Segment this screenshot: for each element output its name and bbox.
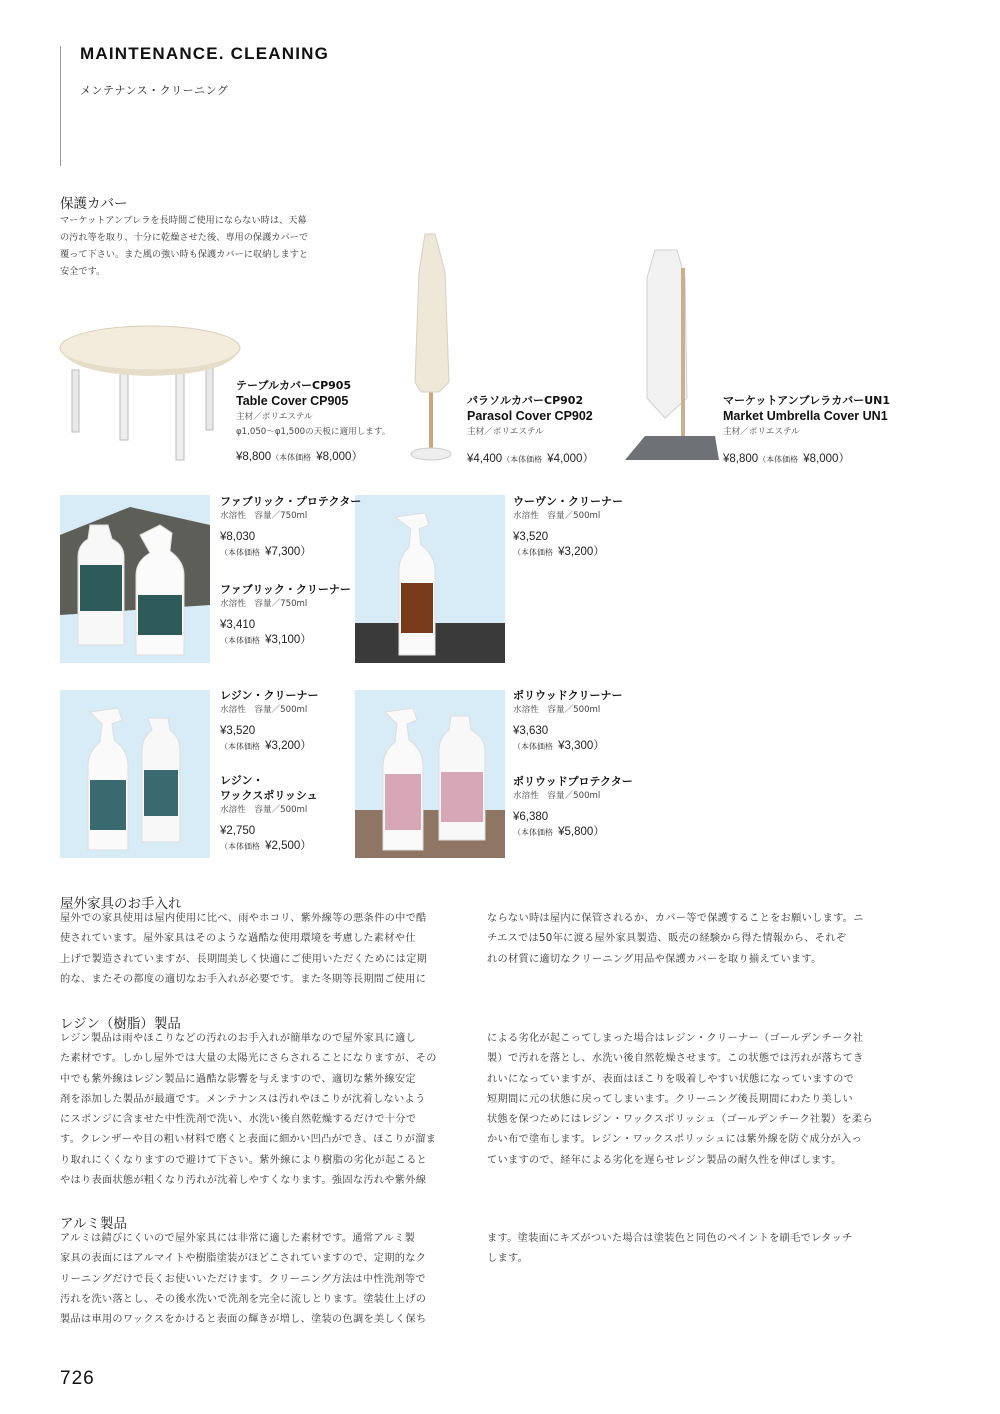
base-price-label: （本体価格 — [513, 742, 553, 751]
price-tax-incl: ¥3,630 — [513, 725, 549, 737]
price-tax-incl: ¥3,520 — [513, 531, 549, 543]
product-polywood-cleaner — [513, 688, 623, 754]
text-line: マーケットアンブレラを長時間ご使用にならない時は、天幕 — [60, 215, 307, 226]
text-line: します。 — [487, 1253, 529, 1265]
text-line: ならない時は屋内に保管されるか、カバー等で保護することをお願いします。ニ — [487, 913, 864, 924]
text-line: 家具の表面にはアルマイトや樹脂塗装がほどこされていますので、定期的なク — [60, 1253, 427, 1265]
product-spec: 水溶性 容量／500ml — [513, 791, 601, 801]
product-name-en: Table Cover CP905 — [236, 394, 349, 408]
price-tax-incl: ¥4,400 — [467, 453, 503, 465]
base-price-label: （本体価格 — [513, 548, 553, 557]
page-title: MAINTENANCE. CLEANING — [80, 44, 330, 63]
resin-text-left — [60, 1029, 480, 1191]
product-parasol-cover — [467, 393, 594, 466]
product-resin-cleaner — [220, 688, 318, 754]
base-price-label: （本体価格 — [220, 636, 260, 645]
text-line: にスポンジに含ませた中性洗剤で洗い、水洗い後自然乾燥するだけで十分で — [60, 1114, 417, 1126]
woven-cleaner-photo — [355, 495, 505, 663]
base-price: ¥3,200） — [265, 740, 312, 752]
base-price: ¥2,500） — [265, 840, 312, 852]
header-rule — [60, 46, 61, 166]
product-name-ja: マーケットアンブレラカバーUN1 — [723, 394, 891, 407]
text-line: 中でも紫外線はレジン製品に過酷な影響を与えますので、適切な紫外線安定 — [60, 1073, 416, 1085]
base-price-row — [220, 737, 318, 754]
table-cover-image — [58, 322, 248, 462]
base-price-row — [513, 823, 633, 840]
product-name: レジン・クリーナー — [220, 689, 319, 702]
base-price: ¥5,800） — [558, 826, 605, 838]
aluminum-text-left — [60, 1229, 480, 1330]
market-umbrella-cover-image — [625, 248, 720, 463]
product-spec: 水溶性 容量／500ml — [220, 805, 308, 815]
text-line: 屋外での家具使用は屋内使用に比べ、雨やホコリ、紫外線等の悪条件の中で酷 — [60, 913, 427, 924]
base-price-label: （本体価格 — [220, 842, 260, 851]
product-fabric-protector — [220, 494, 361, 560]
product-spec: 水溶性 容量／500ml — [220, 705, 308, 715]
care-text-right — [487, 909, 907, 970]
resin-products-photo — [60, 690, 210, 858]
text-line: れいになっていますが、表面はほこりを吸着しやすい状態になっていますので — [487, 1073, 855, 1085]
base-price-label: （本体価格 — [502, 455, 543, 464]
aluminum-heading: アルミ製品 — [60, 1216, 127, 1232]
base-price: ¥3,100） — [265, 634, 312, 646]
text-line: り取れにくくなりますので避けて下さい。紫外線により樹脂の劣化が起こると — [60, 1154, 428, 1166]
care-heading: 屋外家具のお手入れ — [60, 896, 182, 912]
price-tax-incl: ¥2,750 — [220, 825, 256, 837]
product-name-en: Parasol Cover CP902 — [467, 409, 593, 423]
text-line: 状態を保つためにはレジン・ワックスポリッシュ（ゴールデンチーク社製）を柔ら — [487, 1114, 873, 1126]
fabric-products-photo — [60, 495, 210, 663]
text-line: の汚れ等を取り、十分に乾燥させた後、専用の保護カバーで — [60, 232, 309, 243]
product-name-line2: ワックスポリッシュ — [220, 789, 318, 802]
base-price: ¥8,000） — [316, 451, 363, 463]
care-text-left — [60, 909, 480, 990]
product-material: 主材／ポリエステル — [467, 427, 544, 437]
product-name: ポリウッドクリーナー — [513, 689, 623, 702]
product-woven-cleaner — [513, 494, 623, 560]
base-price-label: （本体価格 — [220, 742, 260, 751]
text-line: 剤を添加した製品が最適です。メンテナンスは汚れやほこりが沈着しないよう — [60, 1093, 426, 1105]
base-price: ¥3,300） — [558, 740, 605, 752]
text-line: 製品は車用のワックスをかけると表面の輝きが増し、塗装の色調を美しく保ち — [60, 1314, 427, 1326]
product-note: φ1,050〜φ1,500の天板に適用します。 — [236, 427, 391, 437]
covers-description — [60, 212, 320, 280]
product-spec: 水溶性 容量／500ml — [513, 705, 601, 715]
page-subtitle: メンテナンス・クリーニング — [80, 84, 229, 97]
page-number: 726 — [60, 1368, 95, 1389]
product-resin-wax-polish — [220, 773, 318, 854]
text-line: 上げで製造されていますが、長期間美しく快適にご使用いただくためには定期 — [60, 953, 428, 965]
product-name-line1: レジン・ — [220, 774, 264, 787]
base-price-row — [220, 543, 361, 560]
text-line: 汚れを洗い落とし、その後水洗いで洗剤を完全に流しとります。塗装仕上げの — [60, 1293, 427, 1305]
text-line: チエスでは50年に渡る屋外家具製造、販売の経験から得た情報から、それぞ — [487, 933, 847, 945]
base-price-row — [513, 737, 623, 754]
price-tax-incl: ¥3,410 — [220, 619, 256, 631]
base-price-label: （本体価格 — [271, 453, 312, 462]
covers-heading: 保護カバー — [60, 196, 128, 212]
text-line: 安全です。 — [60, 266, 106, 277]
price-tax-incl: ¥8,030 — [220, 531, 256, 543]
base-price-row — [513, 543, 623, 560]
base-price: ¥4,000） — [547, 453, 594, 465]
price-tax-incl: ¥3,520 — [220, 725, 256, 737]
product-name: ファブリック・プロテクター — [220, 495, 362, 508]
product-name-en: Market Umbrella Cover UN1 — [723, 409, 888, 423]
parasol-cover-image — [405, 232, 460, 464]
resin-text-right — [487, 1029, 907, 1171]
product-spec: 水溶性 容量／500ml — [513, 511, 601, 521]
product-polywood-protector — [513, 774, 633, 840]
product-name: ファブリック・クリーナー — [220, 583, 351, 596]
base-price-row — [220, 837, 318, 854]
text-line: す。クレンザーや目の粗い材料で磨くと表面に細かい凹凸ができ、ほこりが溜ま — [60, 1134, 437, 1146]
price-tax-incl: ¥8,800 — [236, 451, 272, 463]
product-price — [723, 447, 890, 466]
product-material: 主材／ポリエステル — [236, 412, 313, 422]
base-price-row — [220, 631, 351, 648]
aluminum-text-right — [487, 1229, 907, 1270]
text-line: 短期間に元の状態に戻ってしまいます。クリーニング後長期間にわたり美しい — [487, 1093, 854, 1105]
text-line: ていますので、経年による劣化を遅らせレジン製品の耐久性を伸ばします。 — [487, 1154, 842, 1166]
text-line: リーニングだけで長くお使いいただけます。クリーニング方法は中性洗剤等で — [60, 1273, 426, 1285]
product-name-ja: テーブルカバーCP905 — [236, 379, 352, 392]
price-tax-incl: ¥6,380 — [513, 811, 549, 823]
product-name: ウーヴン・クリーナー — [513, 495, 623, 508]
text-line: アルミは錆びにくいので屋外家具には非常に適した素材です。通常アルミ製 — [60, 1233, 415, 1244]
text-line: た素材です。しかし屋外では大量の太陽光にさらされることになりますが、その — [60, 1053, 437, 1065]
base-price: ¥7,300） — [265, 546, 312, 558]
text-line: 覆って下さい。また風の強い時も保護カバーに収納しますと — [60, 249, 309, 260]
product-market-umbrella-cover — [723, 393, 890, 466]
text-line: による劣化が起こってしまった場合はレジン・クリーナー（ゴールデンチーク社 — [487, 1033, 864, 1044]
text-line: 使されています。屋外家具はそのような過酷な使用環境を考慮した素材や仕 — [60, 933, 416, 945]
text-line: れの材質に適切なクリーニング用品や保護カバーを取り揃えています。 — [487, 953, 822, 965]
product-name-ja: パラソルカバーCP902 — [467, 394, 584, 407]
product-spec: 水溶性 容量／750ml — [220, 511, 308, 521]
text-line: やはり表面状態が粗くなり汚れが沈着しやすくなります。強固な汚れや紫外線 — [60, 1175, 427, 1187]
text-line: かい布で塗布します。レジン・ワックスポリッシュには紫外線を防ぐ成分が入っ — [487, 1134, 862, 1146]
product-material: 主材／ポリエステル — [723, 427, 800, 437]
price-tax-incl: ¥8,800 — [723, 453, 759, 465]
text-line: レジン製品は雨やほこりなどの汚れのお手入れが簡単なので屋外家具に適し — [60, 1033, 417, 1044]
polywood-products-photo — [355, 690, 505, 858]
base-price: ¥3,200） — [558, 546, 605, 558]
text-line: 的な、またその都度の適切なお手入れが必要です。また冬期等長期間ご使用に — [60, 973, 427, 985]
product-price — [467, 447, 594, 466]
product-fabric-cleaner — [220, 582, 351, 648]
resin-heading: レジン（樹脂）製品 — [60, 1016, 181, 1032]
base-price-label: （本体価格 — [513, 828, 553, 837]
product-name: ポリウッドプロテクター — [513, 775, 633, 788]
product-table-cover — [236, 378, 390, 464]
base-price-label: （本体価格 — [220, 548, 260, 557]
product-spec: 水溶性 容量／750ml — [220, 599, 308, 609]
text-line: ます。塗装面にキズがついた場合は塗装色と同色のペイントを刷毛でレタッチ — [487, 1233, 853, 1244]
base-price: ¥8,000） — [803, 453, 850, 465]
text-line: 製）で汚れを落とし、水洗い後自然乾燥させます。この状態では汚れが落ちてき — [487, 1053, 864, 1065]
product-price — [236, 445, 390, 464]
base-price-label: （本体価格 — [758, 455, 799, 464]
